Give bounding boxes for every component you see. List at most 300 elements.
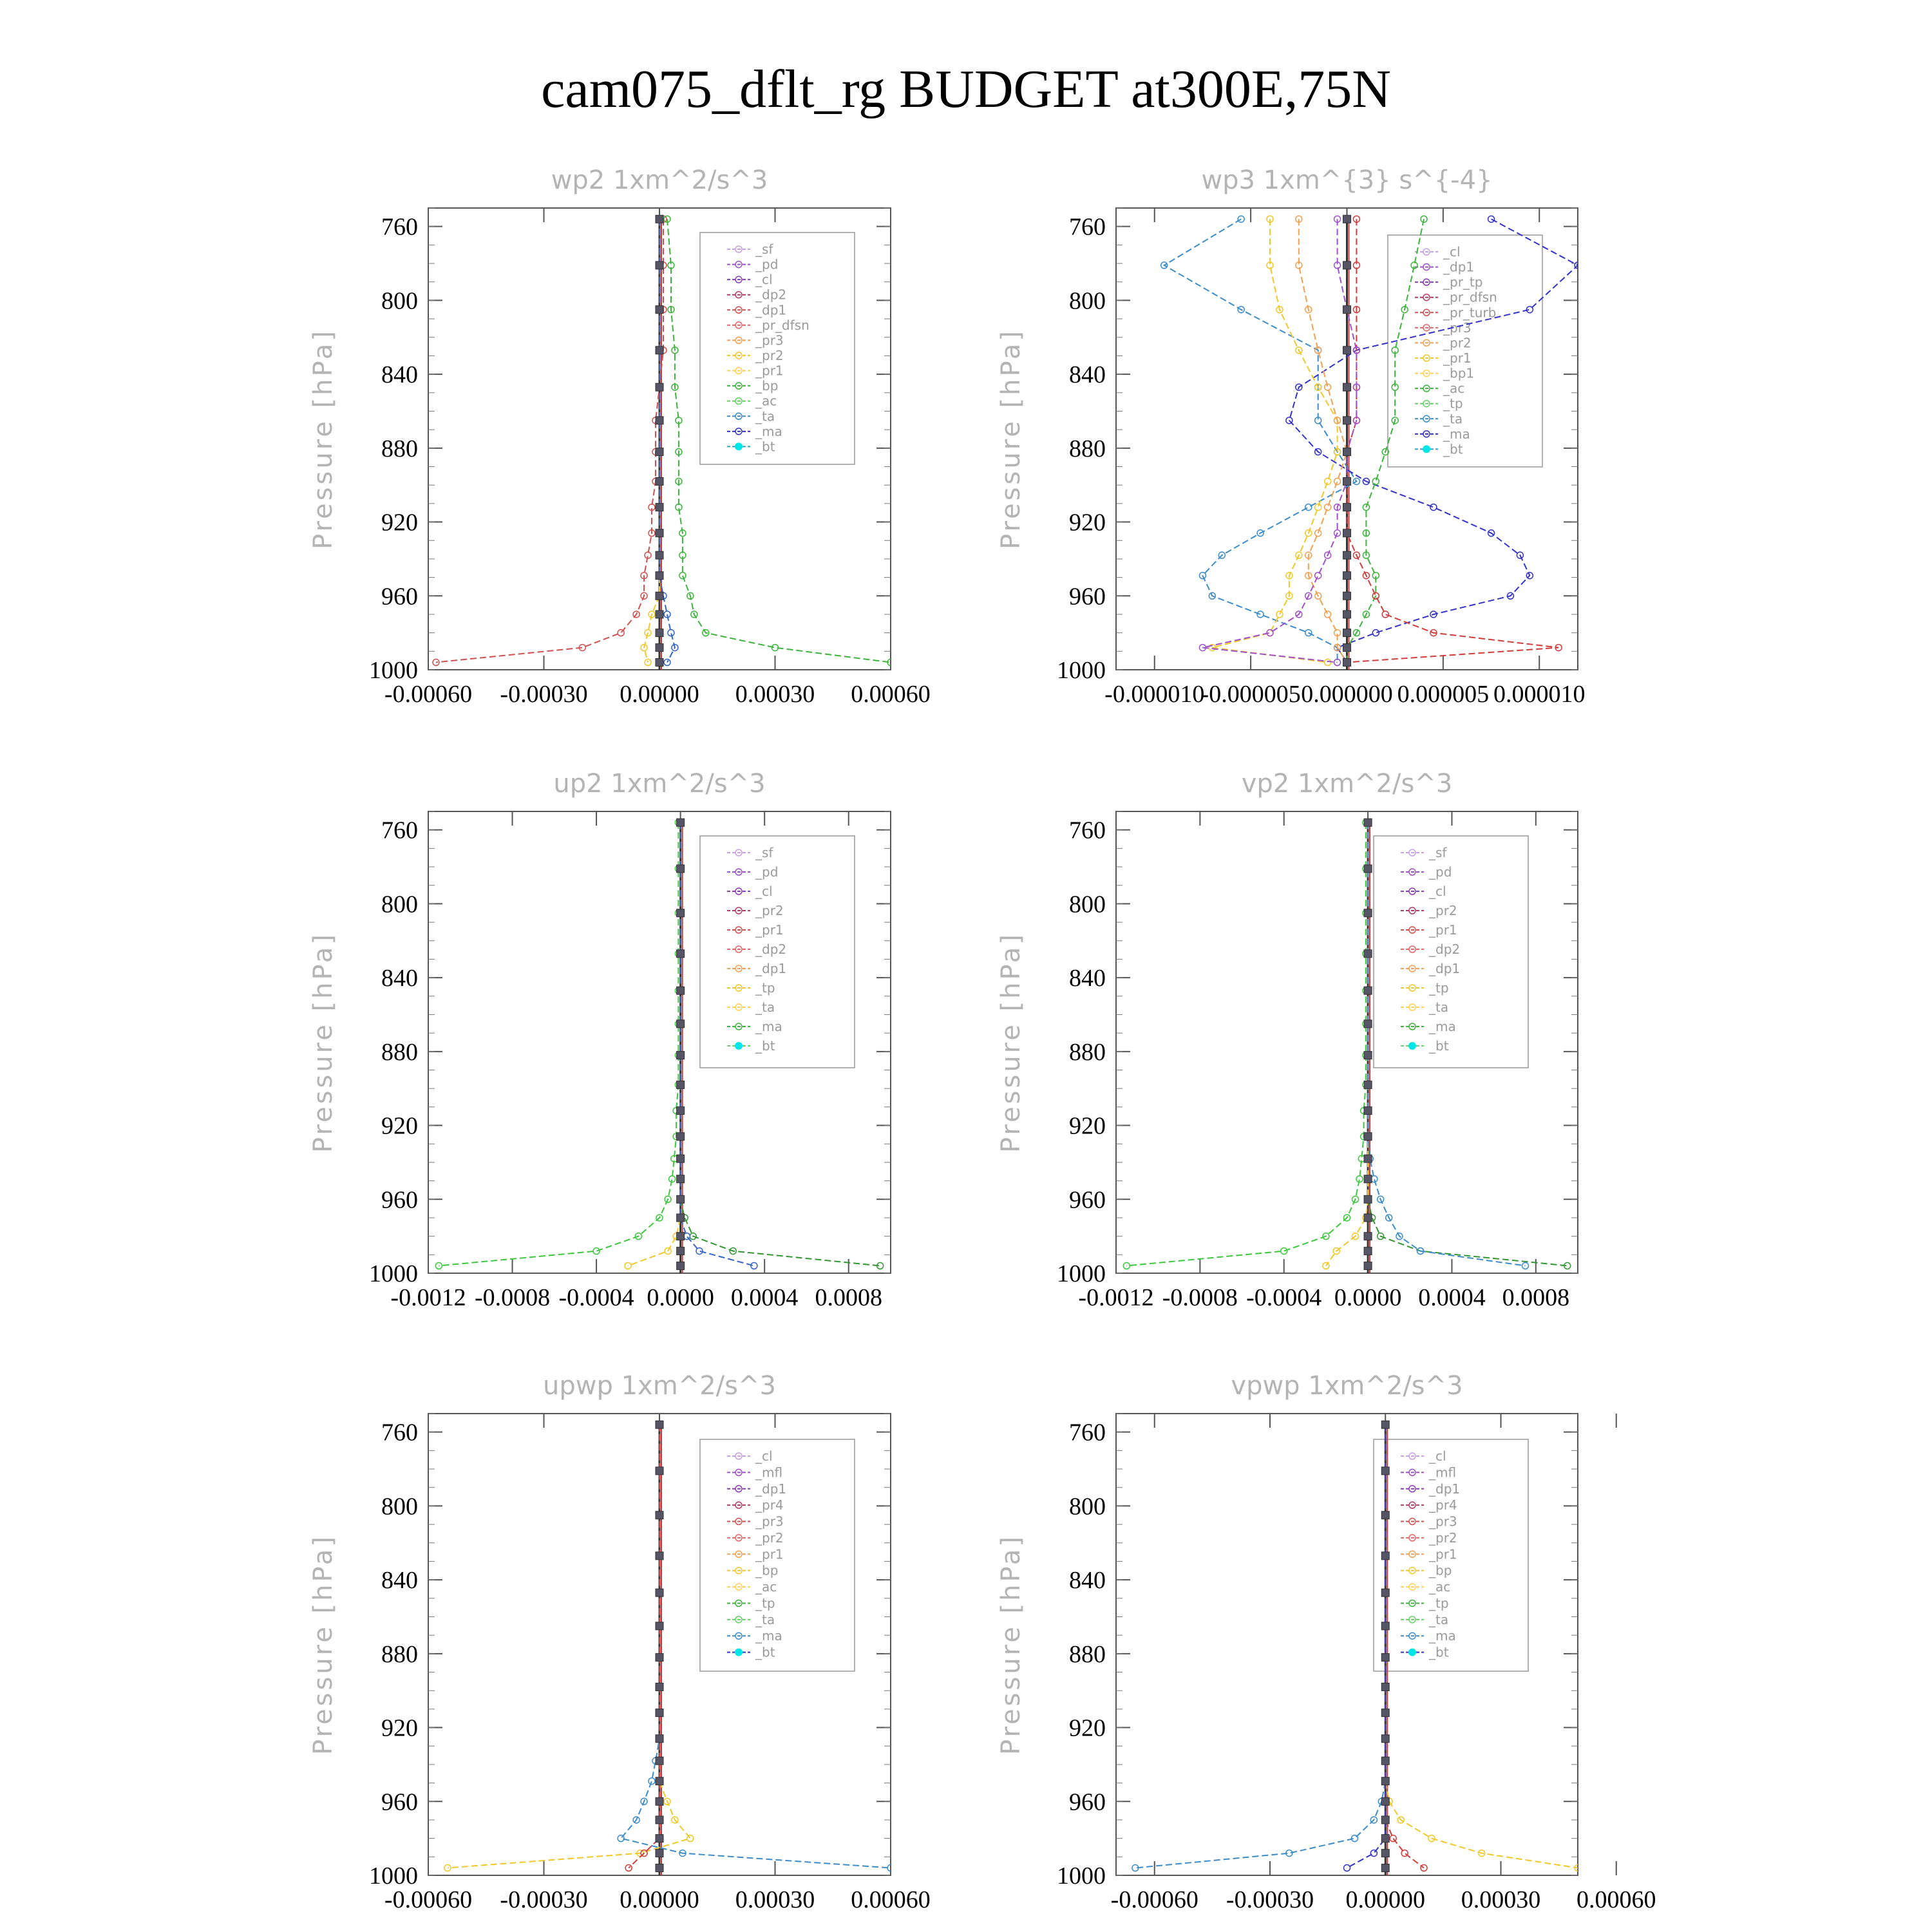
legend-label: _mfl <box>755 1464 783 1481</box>
zero-marker <box>677 1214 685 1222</box>
zero-marker <box>656 659 663 667</box>
series-point <box>593 1248 600 1255</box>
x-tick-label: -0.00030 <box>500 681 588 708</box>
zero-marker <box>1343 417 1351 424</box>
zero-marker <box>1381 1421 1389 1428</box>
x-tick-label: -0.00060 <box>384 681 473 708</box>
zero-marker <box>1364 1155 1372 1162</box>
panel-4 <box>996 769 1578 1311</box>
y-axis-label: Pressure [hPa] <box>308 932 338 1153</box>
figure-title: cam075_dflt_rg BUDGET at300E,75N <box>541 59 1391 119</box>
panel-6 <box>996 1371 1656 1913</box>
y-tick-label: 960 <box>1069 583 1106 611</box>
series-point <box>618 630 624 636</box>
y-tick-label: 840 <box>1069 965 1106 992</box>
legend-label: _ma <box>755 1628 782 1644</box>
series-line <box>448 1425 690 1868</box>
zero-marker <box>1381 1511 1389 1519</box>
legend-label: _ta <box>1443 411 1463 427</box>
y-tick-label: 1000 <box>1057 657 1106 684</box>
zero-marker <box>677 1233 685 1240</box>
series-point <box>1390 1835 1396 1842</box>
zero-marker <box>656 306 663 314</box>
zero-marker <box>656 1735 663 1743</box>
zero-marker <box>1381 1835 1389 1842</box>
zero-marker <box>1364 1175 1372 1183</box>
zero-marker <box>677 1175 685 1183</box>
legend-label: _pd <box>755 864 779 880</box>
x-tick-label: 0.0008 <box>815 1284 882 1311</box>
series-point <box>1305 504 1312 511</box>
y-tick-label: 1000 <box>369 1862 418 1889</box>
y-tick-label: 960 <box>381 1186 418 1214</box>
legend-label: _pr2 <box>1429 1530 1457 1546</box>
legend-label: _dp2 <box>755 942 787 957</box>
series-point <box>1382 611 1388 618</box>
series-line <box>1164 219 1357 662</box>
zero-marker <box>1381 1735 1389 1743</box>
legend-label: _ta <box>1429 1611 1449 1627</box>
zero-marker <box>1364 865 1372 873</box>
zero-marker <box>1343 659 1351 667</box>
panel-title: vp2 1xm^2/s^3 <box>1241 769 1453 799</box>
legend-label: _ac <box>1429 1579 1451 1595</box>
series-point <box>1372 630 1379 636</box>
zero-marker <box>1381 1864 1389 1872</box>
y-tick-label: 880 <box>381 435 418 462</box>
zero-marker <box>656 1757 663 1765</box>
x-tick-label: -0.0004 <box>558 1284 634 1311</box>
y-tick-label: 920 <box>381 1714 418 1742</box>
zero-marker <box>656 477 663 485</box>
zero-marker <box>1364 1214 1372 1222</box>
legend-label: _pr4 <box>755 1497 784 1513</box>
legend-label: _pr4 <box>1429 1497 1457 1513</box>
panel-3 <box>308 769 891 1311</box>
zero-marker <box>677 950 685 958</box>
zero-marker <box>1364 987 1372 994</box>
zero-marker <box>656 448 663 456</box>
y-tick-label: 1000 <box>369 657 418 684</box>
y-tick-label: 1000 <box>369 1260 418 1287</box>
y-axis-label: Pressure [hPa] <box>996 328 1026 549</box>
legend-marker <box>735 442 743 450</box>
zero-marker <box>656 1816 663 1824</box>
legend-label: _mfl <box>1429 1464 1457 1481</box>
zero-marker <box>1364 1052 1372 1059</box>
zero-marker <box>656 1511 663 1519</box>
zero-marker <box>677 1247 685 1255</box>
y-tick-label: 920 <box>1069 1112 1106 1140</box>
zero-marker <box>1343 215 1351 223</box>
zero-marker <box>656 215 663 223</box>
y-axis-label: Pressure [hPa] <box>308 1534 338 1755</box>
zero-marker <box>1381 1797 1389 1805</box>
x-tick-label: 0.00000 <box>1345 1886 1425 1913</box>
legend-label: _bp <box>1429 1562 1452 1578</box>
zero-marker <box>1343 611 1351 618</box>
x-tick-label: 0.00030 <box>735 681 815 708</box>
legend-marker <box>735 1042 743 1050</box>
legend-label: _ta <box>755 1611 775 1627</box>
series-point <box>1334 478 1341 484</box>
series-point <box>1323 1263 1329 1269</box>
zero-marker <box>656 1622 663 1630</box>
legend-label: _pd <box>1429 864 1452 880</box>
zero-marker <box>1364 1233 1372 1240</box>
series-line <box>1299 219 1347 662</box>
zero-marker <box>656 1589 663 1596</box>
zero-marker <box>1364 909 1372 917</box>
y-tick-label: 840 <box>1069 1567 1106 1595</box>
zero-marker <box>677 909 685 917</box>
y-tick-label: 760 <box>1069 817 1106 844</box>
legend-label: _pr3 <box>1443 319 1472 336</box>
y-tick-label: 1000 <box>1057 1260 1106 1287</box>
legend-label: _pr1 <box>1429 1546 1457 1562</box>
x-tick-label: -0.0012 <box>390 1284 466 1311</box>
series-point <box>1344 1865 1350 1871</box>
x-tick-label: 0.0000 <box>1334 1284 1402 1311</box>
legend-marker <box>1408 1649 1416 1656</box>
x-tick-label: 0.00060 <box>1577 1886 1656 1913</box>
zero-marker <box>677 1155 685 1162</box>
x-tick-label: -0.00030 <box>500 1886 588 1913</box>
series-point <box>1370 1850 1377 1857</box>
legend-label: _ac <box>1443 381 1465 397</box>
zero-marker <box>677 1052 685 1059</box>
zero-marker <box>1364 1081 1372 1088</box>
x-tick-label: 0.00000 <box>620 681 699 708</box>
legend-label: _dp1 <box>1429 961 1461 976</box>
y-tick-label: 800 <box>381 891 418 918</box>
zero-marker <box>677 1107 685 1115</box>
legend-label: _sf <box>755 242 773 257</box>
zero-marker <box>677 1262 685 1270</box>
legend-label: _bt <box>755 439 775 455</box>
y-tick-label: 920 <box>1069 1714 1106 1742</box>
zero-marker <box>677 1081 685 1088</box>
zero-marker <box>1381 1622 1389 1630</box>
series-point <box>1257 611 1264 618</box>
legend-label: _pr_dfsn <box>755 317 810 333</box>
legend-label: _tp <box>755 980 775 996</box>
x-tick-label: -0.000010 <box>1104 681 1205 708</box>
zero-marker <box>677 865 685 873</box>
zero-marker <box>1343 261 1351 269</box>
zero-marker <box>1343 572 1351 580</box>
legend-label: _cl <box>1429 1448 1446 1464</box>
series-point <box>1325 659 1331 666</box>
legend-label: _pr2 <box>1429 903 1457 918</box>
x-tick-label: -0.0008 <box>1162 1284 1238 1311</box>
panel-2 <box>996 166 1586 708</box>
zero-marker <box>656 1864 663 1872</box>
zero-marker <box>1364 950 1372 958</box>
legend-label: _ta <box>1429 999 1449 1015</box>
legend-label: _bt <box>1443 441 1463 457</box>
y-tick-label: 800 <box>381 1493 418 1520</box>
zero-marker <box>656 1850 663 1857</box>
series-point <box>1522 1263 1529 1269</box>
panel-1 <box>308 166 931 708</box>
y-tick-label: 760 <box>1069 213 1106 241</box>
y-axis-label: Pressure [hPa] <box>308 328 338 549</box>
legend-marker <box>1408 1042 1416 1050</box>
zero-marker <box>1381 1683 1389 1690</box>
y-tick-label: 960 <box>1069 1788 1106 1816</box>
y-tick-label: 920 <box>381 509 418 536</box>
zero-marker <box>1381 1654 1389 1662</box>
series-point <box>1488 216 1495 222</box>
y-tick-label: 880 <box>1069 1038 1106 1066</box>
legend-label: _ac <box>755 1579 777 1595</box>
legend-label: _bp1 <box>1443 365 1475 381</box>
series-point <box>1430 504 1437 511</box>
zero-marker <box>656 346 663 354</box>
legend-label: _dp1 <box>1429 1481 1461 1497</box>
legend <box>700 836 855 1068</box>
legend-label: _ma <box>755 1019 782 1034</box>
zero-marker <box>1364 1195 1372 1203</box>
zero-marker <box>677 987 685 994</box>
y-tick-label: 840 <box>381 361 418 389</box>
series-point <box>645 659 651 666</box>
zero-marker <box>1381 1552 1389 1560</box>
legend-label: _pr1 <box>1429 922 1457 938</box>
legend-label: _pr3 <box>755 332 784 348</box>
x-tick-label: 0.00030 <box>1461 1886 1541 1913</box>
legend-label: _cl <box>755 1448 773 1464</box>
y-tick-label: 760 <box>381 213 418 241</box>
zero-marker <box>656 529 663 537</box>
series-point <box>1372 478 1379 484</box>
legend-label: _bt <box>1429 1038 1449 1054</box>
zero-marker <box>656 1467 663 1475</box>
panel-5 <box>308 1371 931 1913</box>
legend-label: _tp <box>1443 395 1463 412</box>
series-point <box>1315 573 1321 579</box>
zero-marker <box>656 1797 663 1805</box>
series-point <box>1281 1248 1287 1255</box>
legend-label: _pr2 <box>755 1530 784 1546</box>
x-tick-label: -0.0012 <box>1078 1284 1154 1311</box>
y-axis-label: Pressure [hPa] <box>996 932 1026 1153</box>
y-tick-label: 840 <box>381 965 418 992</box>
y-tick-label: 760 <box>381 1419 418 1446</box>
panel-title: wp2 1xm^2/s^3 <box>551 166 768 195</box>
legend-label: _dp1 <box>755 1481 787 1497</box>
y-tick-label: 840 <box>381 1567 418 1595</box>
legend-label: _pr_dfsn <box>1443 289 1497 305</box>
y-tick-label: 800 <box>1069 1493 1106 1520</box>
y-tick-label: 960 <box>381 1788 418 1816</box>
legend-label: _tp <box>755 1595 775 1611</box>
x-tick-label: -0.00030 <box>1226 1886 1314 1913</box>
panel-title: wp3 1xm^{3} s^{-4} <box>1201 166 1493 195</box>
series-line <box>1326 822 1368 1265</box>
legend-label: _cl <box>1443 244 1461 260</box>
legend-label: _ta <box>755 408 775 424</box>
zero-marker <box>1381 1467 1389 1475</box>
x-tick-label: 0.0004 <box>730 1284 799 1311</box>
x-tick-label: 0.00060 <box>851 681 931 708</box>
x-tick-label: 0.00060 <box>851 1886 931 1913</box>
x-tick-label: 0.0000 <box>647 1284 714 1311</box>
x-tick-label: -0.000005 <box>1200 681 1301 708</box>
zero-marker <box>656 644 663 652</box>
legend-label: _pr3 <box>1429 1513 1457 1530</box>
legend-label: _pr3 <box>755 1513 784 1530</box>
series-point <box>433 659 439 666</box>
legend-label: _pr1 <box>1443 350 1472 366</box>
legend-label: _bt <box>755 1644 775 1660</box>
y-axis-label: Pressure [hPa] <box>996 1534 1026 1755</box>
legend-label: _ma <box>1429 1019 1456 1034</box>
zero-marker <box>1364 1133 1372 1141</box>
zero-marker <box>1343 529 1351 537</box>
x-tick-label: 0.000000 <box>1301 681 1393 708</box>
x-tick-label: -0.0004 <box>1246 1284 1322 1311</box>
legend <box>1374 1439 1528 1671</box>
zero-marker <box>656 417 663 424</box>
zero-marker <box>1364 1247 1372 1255</box>
legend-label: _bt <box>755 1038 775 1054</box>
legend-label: _dp2 <box>1429 942 1461 957</box>
series-point <box>687 1835 694 1842</box>
zero-marker <box>1343 629 1351 637</box>
zero-marker <box>656 1654 663 1662</box>
x-tick-label: -0.00060 <box>384 1886 473 1913</box>
legend-label: _tp <box>1429 1595 1449 1611</box>
zero-marker <box>656 1683 663 1690</box>
legend-label: _cl <box>755 272 773 288</box>
panel-title: vpwp 1xm^2/s^3 <box>1231 1371 1463 1401</box>
zero-marker <box>1381 1777 1389 1785</box>
y-tick-label: 920 <box>1069 509 1106 536</box>
y-tick-label: 920 <box>381 1112 418 1140</box>
legend-marker <box>1423 445 1430 453</box>
legend-label: _dp2 <box>755 287 787 303</box>
legend-label: _pr_turb <box>1443 305 1497 321</box>
legend-label: _pd <box>755 256 779 272</box>
legend-label: _bp <box>755 378 779 394</box>
legend-label: _cl <box>755 884 773 899</box>
zero-marker <box>1381 1589 1389 1596</box>
y-tick-label: 760 <box>381 817 418 844</box>
x-tick-label: 0.000005 <box>1397 681 1490 708</box>
zero-marker <box>656 261 663 269</box>
y-tick-label: 800 <box>381 287 418 315</box>
legend-label: _pr1 <box>755 922 784 938</box>
zero-marker <box>1364 819 1372 826</box>
zero-marker <box>656 1777 663 1785</box>
legend-marker <box>735 1649 743 1656</box>
x-tick-label: 0.00000 <box>620 1886 699 1913</box>
series-line <box>628 822 681 1265</box>
series-line <box>439 822 678 1265</box>
panel-title: up2 1xm^2/s^3 <box>553 769 766 799</box>
zero-marker <box>1343 504 1351 511</box>
legend-label: _ma <box>1443 426 1470 442</box>
legend-label: _pr2 <box>1443 335 1472 351</box>
zero-marker <box>1343 448 1351 456</box>
legend-label: _ma <box>1429 1628 1456 1644</box>
y-tick-label: 880 <box>1069 435 1106 462</box>
series-line <box>436 219 663 662</box>
zero-marker <box>1381 1709 1389 1717</box>
zero-marker <box>1381 1757 1389 1765</box>
zero-marker <box>1364 1262 1372 1270</box>
x-tick-label: 0.000010 <box>1493 681 1586 708</box>
y-tick-label: 880 <box>381 1640 418 1668</box>
zero-marker <box>1364 1107 1372 1115</box>
legend-label: _sf <box>755 845 773 860</box>
zero-marker <box>677 819 685 826</box>
series-line <box>1126 822 1366 1265</box>
zero-marker <box>656 1552 663 1560</box>
legend-label: _bp <box>755 1562 779 1578</box>
series-point <box>1276 611 1283 618</box>
zero-marker <box>677 1195 685 1203</box>
zero-marker <box>1343 592 1351 600</box>
series-point <box>1315 504 1321 511</box>
series-line <box>1202 219 1356 662</box>
zero-marker <box>656 1835 663 1842</box>
legend-label: _dp1 <box>755 961 787 976</box>
zero-marker <box>656 504 663 511</box>
series-point <box>664 659 670 666</box>
y-tick-label: 840 <box>1069 361 1106 389</box>
y-tick-label: 880 <box>381 1038 418 1066</box>
legend-label: _ta <box>755 999 775 1015</box>
zero-marker <box>656 383 663 391</box>
legend-label: _ac <box>755 393 777 409</box>
zero-marker <box>677 1020 685 1028</box>
zero-marker <box>1343 477 1351 485</box>
y-tick-label: 1000 <box>1057 1862 1106 1889</box>
series-point <box>1123 1263 1130 1269</box>
y-tick-label: 800 <box>1069 891 1106 918</box>
legend-label: _pr1 <box>755 1546 784 1562</box>
legend-label: _cl <box>1429 884 1446 899</box>
y-tick-label: 960 <box>381 583 418 611</box>
series-point <box>649 1778 655 1785</box>
series-point <box>679 573 686 579</box>
zero-marker <box>1343 306 1351 314</box>
zero-marker <box>656 1421 663 1428</box>
series-point <box>1325 478 1331 484</box>
legend-label: _bt <box>1429 1644 1449 1660</box>
legend-label: _ma <box>755 423 782 439</box>
legend-label: _pr2 <box>755 348 784 363</box>
series-line <box>1135 1425 1385 1868</box>
series-point <box>1421 1865 1427 1871</box>
zero-marker <box>1343 644 1351 652</box>
legend-label: _pr1 <box>755 363 784 379</box>
legend <box>1388 235 1542 467</box>
legend-label: _pr_tp <box>1443 274 1483 290</box>
panel-title: upwp 1xm^2/s^3 <box>543 1371 776 1401</box>
legend-label: _dp1 <box>755 302 787 318</box>
x-tick-label: -0.00060 <box>1110 1886 1198 1913</box>
series-point <box>1325 504 1331 511</box>
x-tick-label: 0.0004 <box>1418 1284 1486 1311</box>
zero-marker <box>677 1133 685 1141</box>
legend-label: _sf <box>1429 845 1447 860</box>
x-tick-label: -0.0008 <box>474 1284 551 1311</box>
x-tick-label: 0.00030 <box>735 1886 815 1913</box>
